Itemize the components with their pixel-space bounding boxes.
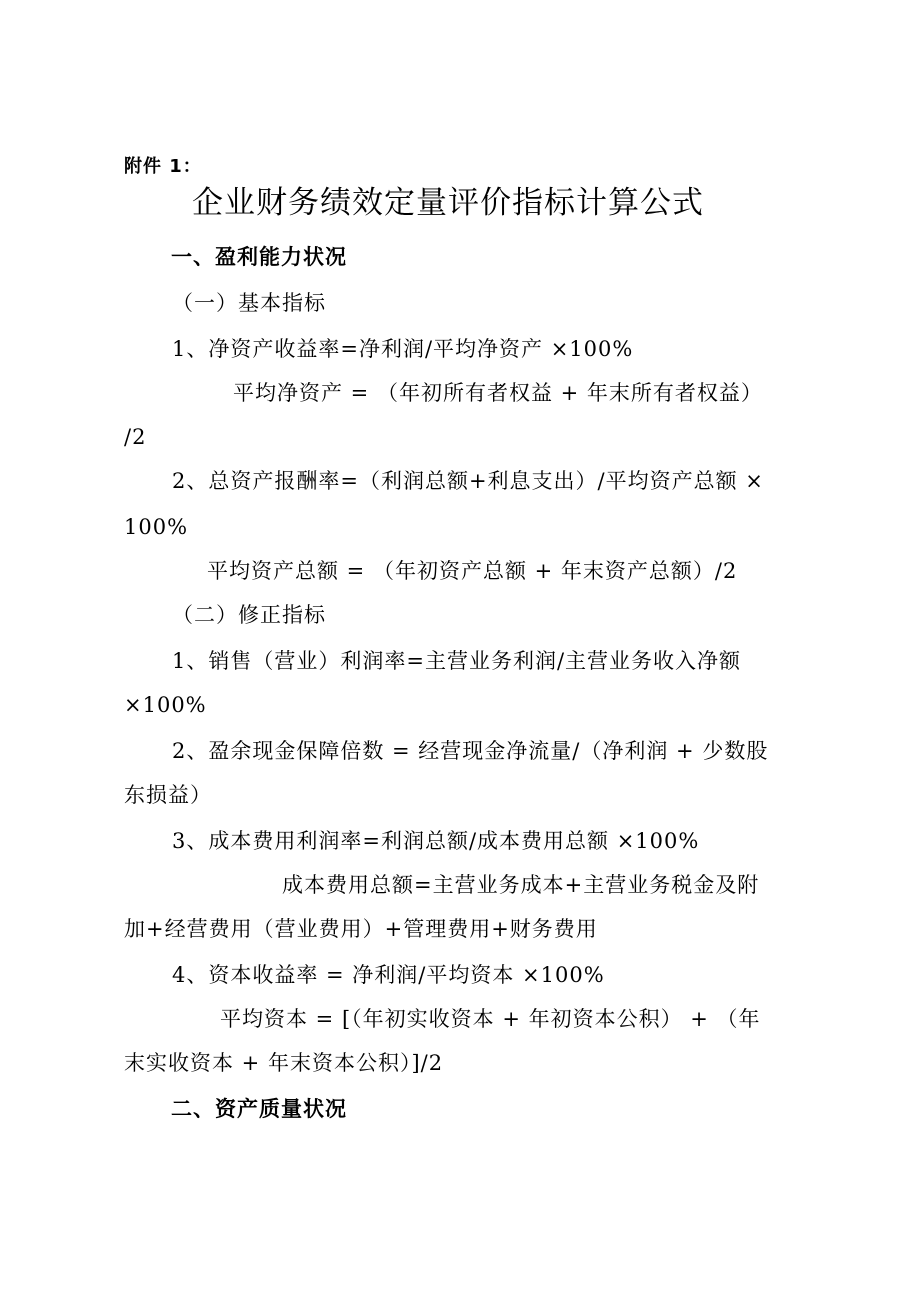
formula-roe: 1、净资产收益率=净利润/平均净资产 ×100% [172, 337, 634, 361]
formula-cash-earnings-coverage-cont: 东损益） [124, 783, 212, 807]
formula-total-asset-return: 2、总资产报酬率=（利润总额+利息支出）/平均资产总额 × [172, 469, 764, 493]
formula-cash-earnings-coverage: 2、盈余现金保障倍数 = 经营现金净流量/（净利润 + 少数股 [172, 739, 769, 763]
document-title: 企业财务绩效定量评价指标计算公式 [192, 185, 704, 221]
formula-total-asset-return-cont: 100% [124, 515, 189, 539]
formula-return-on-capital: 4、资本收益率 = 净利润/平均资本 ×100% [172, 963, 605, 987]
subsection-heading-basic: （一）基本指标 [172, 291, 326, 315]
note-average-capital: 平均资本 = [（年初实收资本 + 年初资本公积） + （年 [220, 1007, 761, 1031]
note-total-cost-cont: 加+经营费用（营业费用）+管理费用+财务费用 [124, 917, 598, 941]
attachment-label: 附件 1： [124, 156, 202, 177]
section-heading-asset-quality: 二、资产质量状况 [171, 1097, 347, 1121]
note-average-total-assets: 平均资产总额 = （年初资产总额 + 年末资产总额）/2 [207, 559, 738, 583]
formula-cost-profit-ratio: 3、成本费用利润率=利润总额/成本费用总额 ×100% [172, 829, 700, 853]
subsection-heading-adjusted: （二）修正指标 [172, 603, 326, 627]
note-average-net-assets-cont: /2 [124, 425, 147, 449]
note-average-capital-cont: 末实收资本 + 年末资本公积）]/2 [124, 1051, 444, 1075]
formula-sales-profit-margin: 1、销售（营业）利润率=主营业务利润/主营业务收入净额 [172, 649, 742, 673]
note-average-net-assets: 平均净资产 = （年初所有者权益 + 年末所有者权益） [233, 381, 763, 405]
formula-sales-profit-margin-cont: ×100% [124, 693, 207, 717]
section-heading-profitability: 一、盈利能力状况 [171, 245, 347, 269]
note-total-cost: 成本费用总额=主营业务成本+主营业务税金及附 [282, 873, 760, 897]
